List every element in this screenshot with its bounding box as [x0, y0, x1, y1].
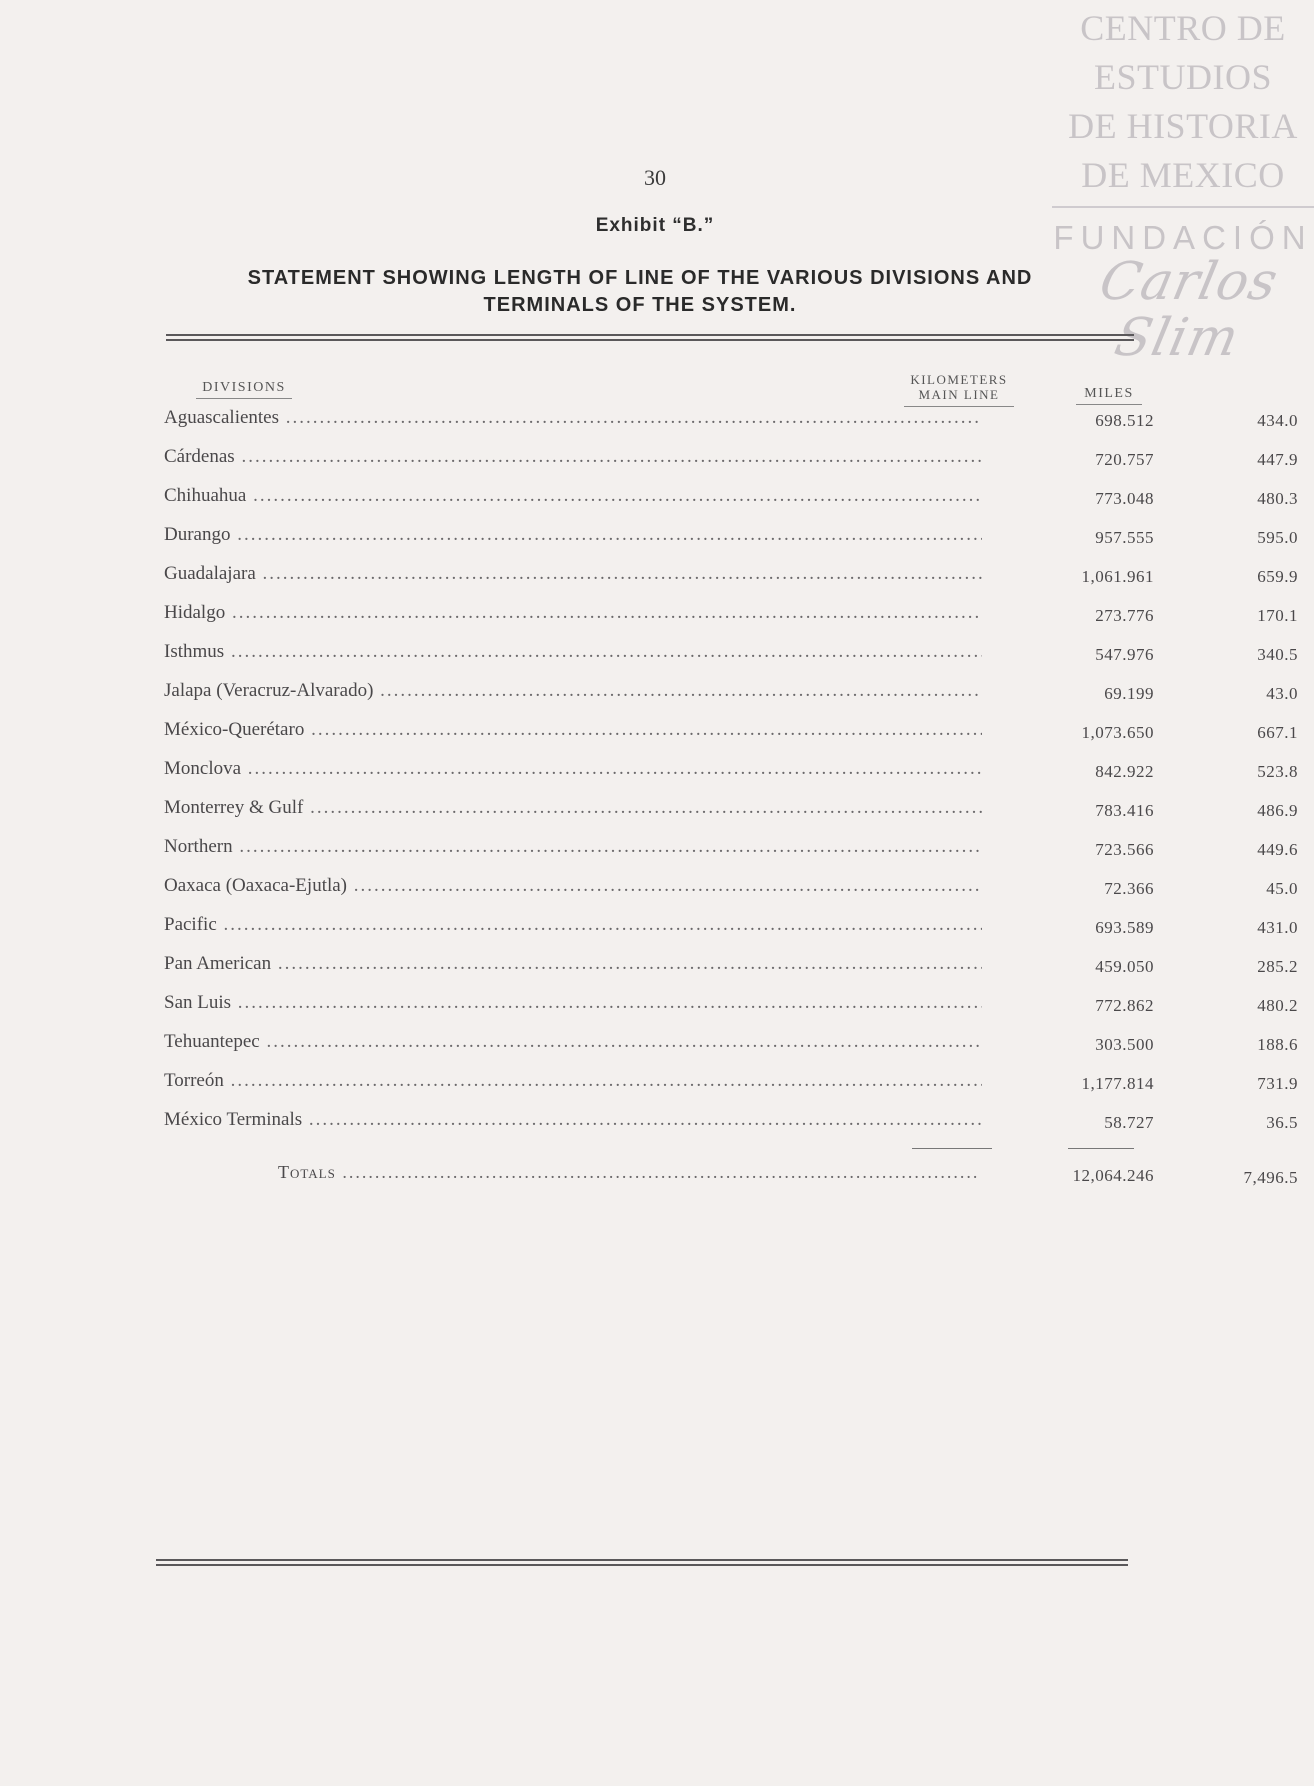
- miles-value: 36.5: [1266, 1113, 1298, 1132]
- watermark-line: DE MEXICO: [1081, 155, 1285, 195]
- miles-value: 447.9: [1257, 450, 1298, 469]
- miles-value: 43.0: [1266, 684, 1298, 703]
- miles-value: 480.2: [1257, 996, 1298, 1015]
- table-row: [160, 444, 1298, 483]
- miles-value: 45.0: [1266, 879, 1298, 898]
- km-value: 1,073.650: [1081, 723, 1154, 742]
- division-name: México Terminals .....: [164, 1109, 982, 1131]
- km-value: 698.512: [1095, 411, 1154, 430]
- table-row: [160, 405, 1298, 444]
- km-value: 723.566: [1095, 840, 1154, 859]
- km-value: 772.862: [1095, 996, 1154, 1015]
- miles-value: 595.0: [1257, 528, 1298, 547]
- divisions-table: [160, 405, 1298, 1146]
- km-value: 693.589: [1095, 918, 1154, 937]
- miles-value: 486.9: [1257, 801, 1298, 820]
- table-row: [160, 873, 1298, 912]
- km-subtotal-rule: [912, 1148, 992, 1149]
- column-header-miles: MILES: [1076, 386, 1142, 405]
- division-name: Tehuantepec .....: [164, 1031, 982, 1053]
- title-line-1: STATEMENT SHOWING LENGTH OF LINE OF THE VARIOUS DIVISIONS AND: [247, 267, 1033, 289]
- column-header-divisions: DIVISIONS: [196, 380, 292, 399]
- km-value: 459.050: [1095, 957, 1154, 976]
- km-value: 69.199: [1104, 684, 1154, 703]
- division-name: Guadalajara .....: [164, 563, 982, 585]
- division-name: Monclova .....: [164, 758, 982, 780]
- miles-value: 659.9: [1257, 567, 1298, 586]
- table-row: [160, 600, 1298, 639]
- column-header-kilometers: [904, 372, 1014, 407]
- title-line-2: TERMINALS OF THE SYSTEM.: [483, 294, 797, 316]
- division-name: Pacific .....: [164, 914, 982, 936]
- miles-value: 449.6: [1257, 840, 1298, 859]
- km-value: 720.757: [1095, 450, 1154, 469]
- division-name: México-Querétaro .....: [164, 719, 982, 741]
- table-row: [160, 990, 1298, 1029]
- division-name: Jalapa (Veracruz-Alvarado) .....: [164, 680, 982, 702]
- table-row: [160, 522, 1298, 561]
- table-row: [160, 951, 1298, 990]
- miles-value: 667.1: [1257, 723, 1298, 742]
- miles-value: 731.9: [1257, 1074, 1298, 1093]
- table-row: [160, 717, 1298, 756]
- miles-value: 480.3: [1257, 489, 1298, 508]
- miles-value: 523.8: [1257, 762, 1298, 781]
- division-name: Torreón .....: [164, 1070, 982, 1092]
- bottom-double-rule: [156, 1559, 1128, 1566]
- exhibit-label: Exhibit “B.”: [595, 215, 715, 236]
- division-name: Aguascalientes .....: [164, 407, 982, 429]
- totals-miles-value: 7,496.5: [1243, 1168, 1298, 1187]
- table-row: [160, 1068, 1298, 1107]
- table-row: [160, 561, 1298, 600]
- km-value: 58.727: [1104, 1113, 1154, 1132]
- table-row: [160, 678, 1298, 717]
- miles-value: 285.2: [1257, 957, 1298, 976]
- division-name: Monterrey & Gulf .....: [164, 797, 982, 819]
- division-name: Durango .....: [164, 524, 982, 546]
- km-value: 1,177.814: [1081, 1074, 1154, 1093]
- km-value: 273.776: [1095, 606, 1154, 625]
- miles-value: 434.0: [1257, 411, 1298, 430]
- km-header-line-2: MAIN LINE: [918, 387, 1000, 402]
- km-value: 842.922: [1095, 762, 1154, 781]
- table-row: [160, 1029, 1298, 1068]
- page-title: [160, 265, 1120, 319]
- km-value: 783.416: [1095, 801, 1154, 820]
- miles-value: 170.1: [1257, 606, 1298, 625]
- watermark-line: DE HISTORIA: [1068, 106, 1298, 146]
- top-double-rule: [166, 334, 1134, 341]
- table-row: [160, 834, 1298, 873]
- miles-subtotal-rule: [1068, 1148, 1134, 1149]
- table-row: [160, 795, 1298, 834]
- watermark-fundacion: FUNDACIÓN: [1053, 219, 1313, 256]
- table-row: [160, 756, 1298, 795]
- km-header-line-1: KILOMETERS: [910, 372, 1008, 387]
- table-row: [160, 483, 1298, 522]
- division-name: Northern .....: [164, 836, 982, 858]
- page-number: 30: [644, 165, 666, 190]
- division-name: San Luis .....: [164, 992, 982, 1014]
- km-value: 1,061.961: [1081, 567, 1154, 586]
- division-name: Oaxaca (Oaxaca-Ejutla) .....: [164, 875, 982, 897]
- table-row: [160, 912, 1298, 951]
- watermark-divider: [1052, 206, 1314, 208]
- watermark-line: CENTRO DE: [1080, 8, 1286, 48]
- division-name: Chihuahua .....: [164, 485, 982, 507]
- km-value: 303.500: [1095, 1035, 1154, 1054]
- miles-value: 340.5: [1257, 645, 1298, 664]
- km-value: 547.976: [1095, 645, 1154, 664]
- totals-km-value: 12,064.246: [1072, 1166, 1154, 1185]
- miles-value: 188.6: [1257, 1035, 1298, 1054]
- miles-value: 431.0: [1257, 918, 1298, 937]
- division-name: Hidalgo .....: [164, 602, 982, 624]
- division-name: Isthmus .....: [164, 641, 982, 663]
- totals-row: [160, 1160, 1298, 1196]
- totals-label: Totals .....: [278, 1162, 978, 1183]
- table-row: [160, 639, 1298, 678]
- division-name: Pan American .....: [164, 953, 982, 975]
- km-value: 72.366: [1104, 879, 1154, 898]
- km-value: 957.555: [1095, 528, 1154, 547]
- table-row: [160, 1107, 1298, 1146]
- km-value: 773.048: [1095, 489, 1154, 508]
- division-name: Cárdenas .....: [164, 446, 982, 468]
- watermark-signature: Carlos Slim: [1094, 252, 1284, 368]
- watermark-line: ESTUDIOS: [1093, 57, 1272, 97]
